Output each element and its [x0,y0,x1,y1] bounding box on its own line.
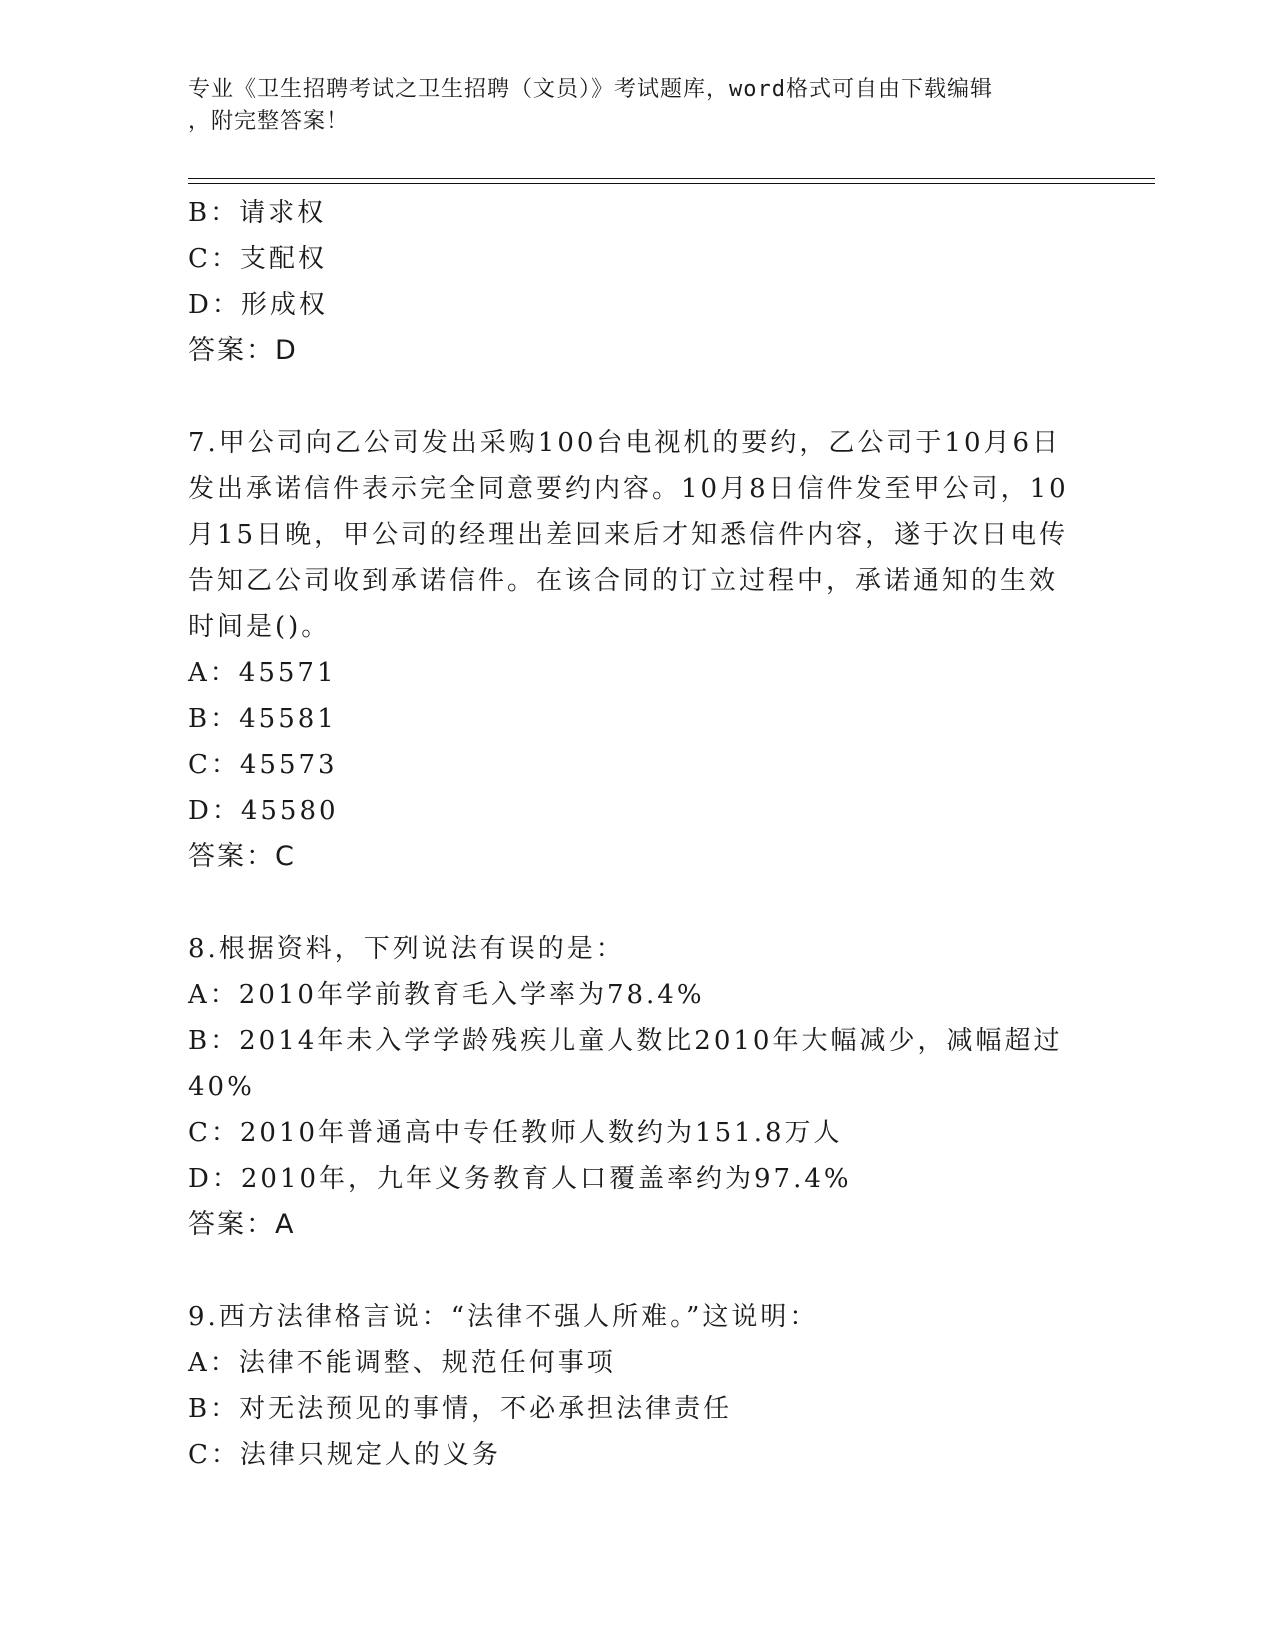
question-6 [188,190,1088,374]
stem-line: 7.甲公司向乙公司发出采购100台电视机的要约，乙公司于10月6日 [188,428,1062,458]
question-content [188,190,1088,1478]
stem-line: 告知乙公司收到承诺信件。在该合同的订立过程中，承诺通知的生效 [188,566,1059,596]
option-b: B：2014年未入学学龄残疾儿童人数比2010年大幅减少，减幅超过 [188,1026,1063,1056]
question-7 [188,420,1088,880]
stem-line: 月15日晚，甲公司的经理出差回来后才知悉信件内容，遂于次日电传 [188,520,1069,550]
answer: 答案：A [188,1209,296,1240]
header-line-1: 专业《卫生招聘考试之卫生招聘（文员）》考试题库，word格式可自由下载编辑 [188,77,993,102]
stem-line: 时间是()。 [188,612,331,642]
question-8 [188,926,1088,1248]
header-rule-bottom [188,183,1155,184]
option-c: C：2010年普通高中专任教师人数约为151.8万人 [188,1118,843,1148]
header-line-2: ，附完整答案！ [188,109,350,134]
answer: 答案：D [188,335,298,366]
option-a: A：45571 [188,658,337,688]
option-d: D：45580 [188,796,339,826]
option-a: A：法律不能调整、规范任何事项 [188,1348,616,1378]
document-header [188,74,1088,138]
question-stem: 8.根据资料，下列说法有误的是： [188,934,625,964]
option-d: D：2010年，九年义务教育人口覆盖率约为97.4% [188,1164,852,1194]
option-b: B：请求权 [188,198,327,228]
stem-line: 发出承诺信件表示完全同意要约内容。10月8日信件发至甲公司，10 [188,474,1069,504]
question-9 [188,1294,1088,1478]
answer: 答案：C [188,841,296,872]
option-b: B：45581 [188,704,337,734]
option-a: A：2010年学前教育毛入学率为78.4% [188,980,705,1010]
question-stem [188,420,1088,650]
option-c: C：45573 [188,750,338,780]
option-d: D：形成权 [188,290,328,320]
header-rule-top [188,178,1155,179]
option-b-continued: 40% [188,1072,255,1102]
option-c: C：支配权 [188,244,327,274]
question-stem: 9.西方法律格言说：“法律不强人所难。”这说明： [188,1302,819,1332]
option-b: B：对无法预见的事情，不必承担法律责任 [188,1394,733,1424]
option-c: C：法律只规定人的义务 [188,1440,501,1470]
